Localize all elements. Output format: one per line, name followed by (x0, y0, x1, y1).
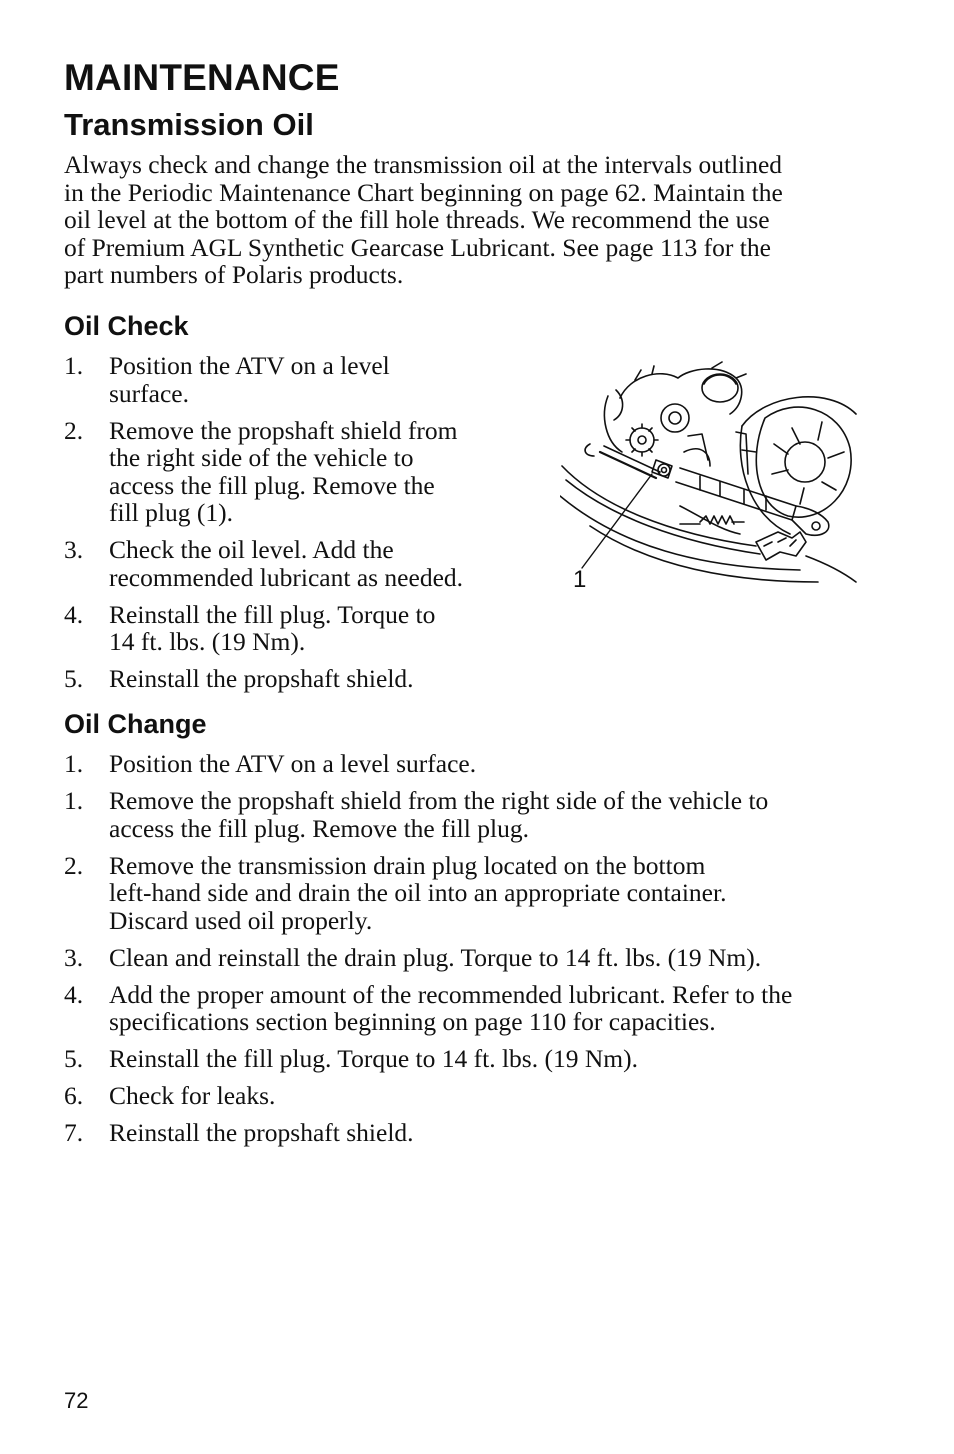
step-text: Reinstall the fill plug. Torque to 14 ft. lbs. (19 Nm). (109, 1044, 638, 1073)
step-text: Discard used oil properly. (109, 905, 373, 935)
step-text: specifications section beginning on page 110 for capacities. (109, 1007, 716, 1036)
list-item (64, 1045, 884, 1073)
list-item (64, 787, 884, 842)
step-text: fill plug (1). (109, 498, 233, 527)
step-text: Add the proper amount of the recommended lubricant. Refer to the (109, 979, 793, 1009)
intro-line: oil level at the bottom of the fill hole threads. We recommend the use (64, 205, 770, 234)
step-number: 5. (64, 664, 84, 693)
step-text: Reinstall the propshaft shield. (109, 1118, 414, 1147)
intro-line: Always check and change the transmission oil at the intervals outlined (64, 150, 783, 179)
step-text: Remove the transmission drain plug located on the bottom (109, 850, 706, 880)
step-text: access the fill plug. Remove the (109, 470, 435, 500)
list-item (64, 750, 884, 778)
step-text: Clean and reinstall the drain plug. Torque to 14 ft. lbs. (19 Nm). (109, 942, 762, 972)
oil-check-steps (64, 352, 514, 702)
step-text: left-hand side and drain the oil into an appropriate container. (109, 878, 727, 907)
step-text: Remove the propshaft shield from (109, 415, 458, 445)
step-text: Check for leaks. (109, 1081, 276, 1110)
step-text: Check the oil level. Add the (109, 535, 394, 564)
step-text: recommended lubricant as needed. (109, 562, 464, 592)
step-number: 6. (64, 1081, 84, 1110)
step-number: 2. (64, 415, 84, 445)
intro-line: part numbers of Polaris products. (64, 260, 404, 289)
step-number: 1. (64, 749, 84, 778)
oil-change-steps (64, 750, 884, 1156)
list-item (64, 417, 514, 527)
step-text: Reinstall the propshaft shield. (109, 664, 414, 693)
step-text: access the fill plug. Remove the fill plug. (109, 813, 529, 843)
step-number: 4. (64, 599, 84, 629)
list-item (64, 944, 884, 972)
list-item (64, 1082, 884, 1110)
intro-line: of Premium AGL Synthetic Gearcase Lubricant. See page 113 for the (64, 232, 771, 262)
list-item (64, 352, 514, 407)
step-number: 3. (64, 942, 84, 972)
list-item (64, 1119, 884, 1147)
step-text: 14 ft. lbs. (19 Nm). (109, 627, 306, 656)
list-item (64, 665, 514, 693)
oil-change-heading: Oil Change (64, 709, 207, 739)
list-item (64, 601, 514, 656)
fill-plug-callout: 1 (573, 566, 587, 593)
step-number: 5. (64, 1044, 84, 1073)
step-number: 1. (64, 786, 84, 815)
fill-plug-illustration (560, 356, 860, 596)
step-number: 4. (64, 979, 84, 1009)
step-number: 2. (64, 850, 84, 880)
step-number: 3. (64, 535, 84, 564)
oil-check-heading: Oil Check (64, 311, 189, 341)
step-number: 1. (64, 351, 84, 380)
list-item (64, 536, 514, 591)
section-title: MAINTENANCE (64, 57, 340, 98)
step-text: Position the ATV on a level surface. (109, 749, 477, 778)
step-text: Reinstall the fill plug. Torque to (109, 599, 436, 629)
list-item (64, 852, 884, 935)
step-number: 7. (64, 1118, 84, 1147)
intro-paragraph (64, 151, 874, 289)
step-text: surface. (109, 378, 189, 408)
page-number: 72 (64, 1388, 89, 1413)
step-text: Position the ATV on a level (109, 351, 390, 380)
page-title: Transmission Oil (64, 107, 314, 142)
step-text: Remove the propshaft shield from the right side of the vehicle to (109, 786, 769, 815)
intro-line: in the Periodic Maintenance Chart beginning on page 62. Maintain the (64, 177, 783, 207)
step-text: the right side of the vehicle to (109, 443, 414, 472)
list-item (64, 981, 884, 1036)
